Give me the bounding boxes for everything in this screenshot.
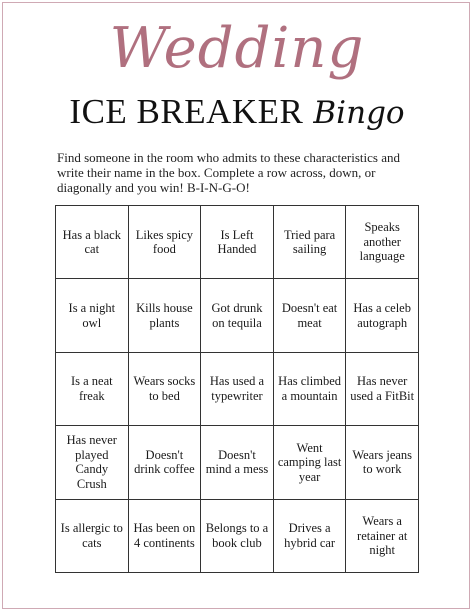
title-ice-breaker: ICE BREAKER	[69, 92, 304, 131]
bingo-cell-r3-c2: Wears socks to bed	[129, 353, 202, 426]
bingo-cell-r2-c1: Is a night owl	[56, 279, 129, 352]
bingo-cell-r5-c3: Belongs to a book club	[201, 500, 274, 573]
instructions-text: Find someone in the room who admits to these characteristics and write their name in the box. Complete a row across, down, or diagonally and you win! B-I-N-G-O!	[57, 150, 400, 195]
bingo-cell-r2-c3: Got drunk on tequila	[201, 279, 274, 352]
bingo-cell-r4-c5: Wears jeans to work	[346, 426, 419, 499]
title-bingo: Bingo	[313, 95, 405, 131]
bingo-cell-r4-c2: Doesn't drink coffee	[129, 426, 202, 499]
bingo-cell-r5-c4: Drives a hybrid car	[274, 500, 347, 573]
bingo-cell-r4-c1: Has never played Candy Crush	[56, 426, 129, 499]
bingo-cell-r3-c3: Has used a typewriter	[201, 353, 274, 426]
bingo-cell-r1-c4: Tried para sailing	[274, 206, 347, 279]
bingo-cell-r4-c3: Doesn't mind a mess	[201, 426, 274, 499]
bingo-cell-r5-c2: Has been on 4 continents	[129, 500, 202, 573]
bingo-cell-r2-c4: Doesn't eat meat	[274, 279, 347, 352]
script-title: Wedding	[109, 16, 365, 81]
bingo-cell-r5-c5: Wears a retainer at night	[346, 500, 419, 573]
bingo-cell-r3-c5: Has never used a FitBit	[346, 353, 419, 426]
bingo-cell-r2-c5: Has a celeb autograph	[346, 279, 419, 352]
bingo-cell-r4-c4: Went camping last year	[274, 426, 347, 499]
bingo-cell-r3-c1: Is a neat freak	[56, 353, 129, 426]
bingo-cell-r2-c2: Kills house plants	[129, 279, 202, 352]
bingo-cell-r1-c1: Has a black cat	[56, 206, 129, 279]
bingo-cell-r3-c4: Has climbed a mountain	[274, 353, 347, 426]
bingo-cell-r1-c5: Speaks another language	[346, 206, 419, 279]
bingo-grid	[55, 205, 419, 573]
bingo-cell-r1-c2: Likes spicy food	[129, 206, 202, 279]
page-title	[0, 92, 474, 132]
bingo-cell-r1-c3: Is Left Handed	[201, 206, 274, 279]
bingo-cell-r5-c1: Is allergic to cats	[56, 500, 129, 573]
